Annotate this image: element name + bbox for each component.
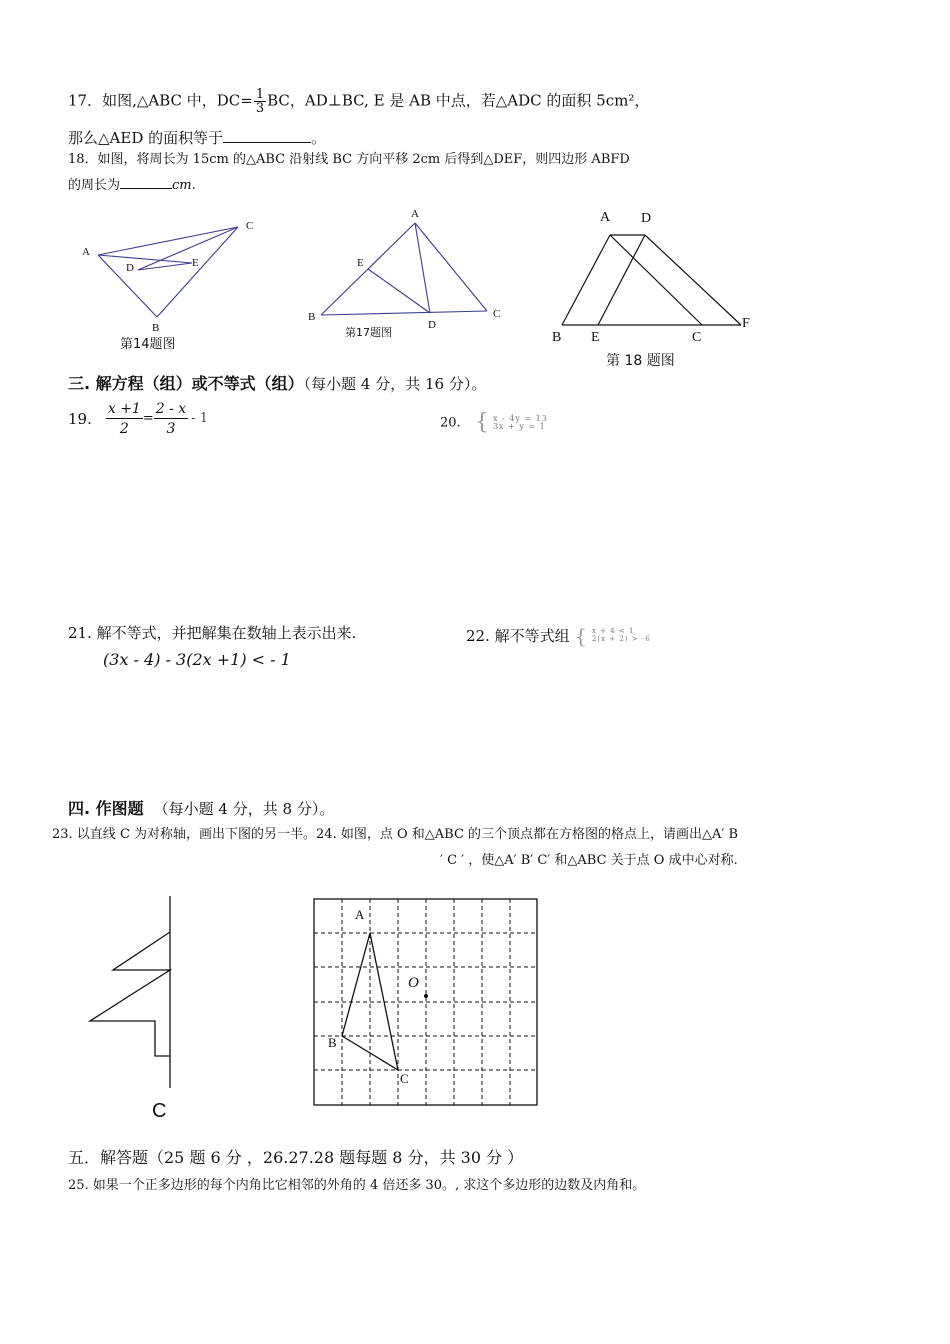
q19-tail: - 1 bbox=[191, 411, 208, 427]
fig23-half-shape bbox=[90, 932, 170, 1056]
q20 bbox=[440, 410, 548, 436]
q24-line2: ′ C ′ ，使△A′ B′ C′ 和△ABC 关于点 O 成中心对称. bbox=[440, 853, 738, 868]
fig24-label-a: A bbox=[355, 907, 365, 922]
q19-rhs-fraction bbox=[154, 402, 188, 436]
q25-prompt: 25. 如果一个正多边形的每个内角比它相邻的外角的 4 倍还多 30。, 求这个多边形的边数及内角和。 bbox=[68, 1178, 646, 1193]
fig14-caption: 第14题图 bbox=[120, 337, 176, 352]
fig24-label-b: B bbox=[328, 1035, 337, 1050]
q18-unit: cm bbox=[172, 178, 192, 193]
fig18-caption: 第 18 题图 bbox=[606, 353, 675, 369]
fig17-caption: 第17题图 bbox=[345, 326, 392, 339]
figure-23 bbox=[80, 890, 220, 1130]
q22-system bbox=[592, 628, 651, 643]
fig24-label-o: O bbox=[408, 975, 419, 991]
fig23-axis-label: C bbox=[152, 1100, 167, 1122]
q17-line2-post: 。 bbox=[311, 129, 327, 147]
section3-heading bbox=[68, 374, 486, 393]
q17-line2-pre: 那么△AED 的面积等于 bbox=[68, 129, 224, 147]
q24-line1: 24. 如图，点 O 和△ABC 的三个顶点都在方格图的格点上，请画出△A′ B bbox=[316, 827, 739, 842]
q19-equals: = bbox=[142, 411, 154, 427]
fig17-edge-ab bbox=[321, 223, 415, 315]
q18-line1: 18．如图，将周长为 15cm 的△ABC 沿射线 BC 方向平移 2cm 后得到△DEF，则四边形 ABFD bbox=[68, 152, 630, 167]
fig18-label-e: E bbox=[591, 330, 600, 345]
q22 bbox=[466, 624, 651, 648]
q17-text-pre: 17．如图,△ABC 中，DC= bbox=[68, 91, 253, 110]
q19-rhs-den: 3 bbox=[166, 421, 176, 437]
q19-lhs-num: x +1 bbox=[107, 401, 141, 417]
q18-line2-pre: 的周长为 bbox=[68, 178, 121, 193]
fig14-label-c: C bbox=[246, 220, 254, 232]
q20-brace: { bbox=[474, 410, 489, 435]
q21-expression: (3x - 4) - 3(2x +1) < - 1 bbox=[103, 650, 291, 669]
q19-lhs-den: 2 bbox=[119, 421, 129, 437]
section5-heading: 五．解答题（25 题 6 分 ，26.27.28 题每题 8 分，共 30 分 ） bbox=[68, 1148, 524, 1167]
fig14-label-d: D bbox=[126, 262, 134, 274]
section3-title: 三. 解方程（组）或不等式（组） bbox=[68, 374, 304, 393]
fig14-edge-ae bbox=[98, 255, 192, 263]
q19-lhs-fraction bbox=[106, 402, 143, 436]
fig18-label-b: B bbox=[552, 330, 562, 345]
q23-q24-line1 bbox=[52, 827, 738, 843]
q20-system-top: x - 4y = 13 bbox=[492, 414, 548, 424]
section4-heading bbox=[68, 799, 334, 818]
q17-line1 bbox=[68, 88, 649, 115]
figure-14 bbox=[70, 215, 270, 355]
fig17-label-d: D bbox=[428, 319, 436, 331]
q23-prompt: 23. 以直线 C 为对称轴，画出下图的另一半。 bbox=[52, 827, 317, 842]
section4-note: （每小题 4 分，共 8 分）。 bbox=[153, 800, 335, 818]
fig17-edge-ad bbox=[415, 223, 430, 313]
fig18-edge-ab bbox=[562, 235, 610, 325]
q17-fraction bbox=[254, 88, 266, 115]
q20-system bbox=[493, 415, 548, 431]
fig18-label-d: D bbox=[641, 211, 652, 226]
fig17-label-b: B bbox=[308, 311, 316, 323]
q17-line2 bbox=[68, 128, 326, 147]
fig14-label-a: A bbox=[82, 246, 90, 258]
fig18-label-a: A bbox=[600, 210, 611, 225]
fig17-label-e: E bbox=[357, 257, 364, 269]
fig14-label-b: B bbox=[152, 322, 160, 334]
q22-system-bottom: 2(x + 2) > -6 bbox=[591, 635, 651, 643]
fig17-label-a: A bbox=[411, 208, 419, 220]
q17-frac-num: 1 bbox=[255, 87, 265, 102]
fig18-label-f: F bbox=[742, 316, 750, 331]
fig24-label-c: C bbox=[400, 1071, 409, 1086]
fig17-edge-bc bbox=[321, 311, 487, 315]
figure-17 bbox=[305, 205, 525, 345]
q22-prompt: 22. 解不等式组 bbox=[466, 627, 570, 645]
fig17-edge-ac bbox=[415, 223, 487, 311]
section4-title: 四. 作图题 bbox=[68, 799, 144, 818]
fig18-edge-ac bbox=[610, 235, 702, 325]
q17-text-post: BC，AD⊥BC, E 是 AB 中点，若△ADC 的面积 5cm²， bbox=[267, 91, 650, 110]
q19 bbox=[68, 402, 208, 436]
q22-system-top: x + 4 < 1 bbox=[591, 627, 635, 636]
fig14-label-e: E bbox=[192, 257, 199, 269]
figure-18 bbox=[548, 205, 758, 369]
q19-number: 19. bbox=[68, 410, 92, 428]
q18-line2 bbox=[68, 175, 196, 194]
fig17-label-c: C bbox=[493, 308, 501, 320]
fig24-point-o bbox=[424, 994, 428, 998]
fig18-edge-de bbox=[598, 235, 645, 325]
q20-number: 20. bbox=[440, 415, 461, 431]
section3-note: （每小题 4 分，共 16 分）。 bbox=[303, 375, 487, 393]
fig17-edge-ed bbox=[368, 269, 430, 313]
figure-24 bbox=[305, 895, 545, 1115]
q17-frac-den: 3 bbox=[255, 101, 265, 116]
q21-prompt: 21. 解不等式，并把解集在数轴上表示出来. bbox=[68, 624, 357, 642]
q17-answer-blank[interactable] bbox=[223, 128, 311, 143]
q22-brace: { bbox=[574, 624, 588, 648]
q18-answer-blank[interactable] bbox=[120, 175, 172, 189]
q20-system-bottom: 3x + y = 1 bbox=[492, 422, 546, 432]
fig18-edge-df bbox=[645, 235, 741, 325]
q19-rhs-num: 2 - x bbox=[155, 401, 187, 417]
fig18-label-c: C bbox=[692, 330, 702, 345]
q18-line2-post: . bbox=[191, 178, 196, 193]
